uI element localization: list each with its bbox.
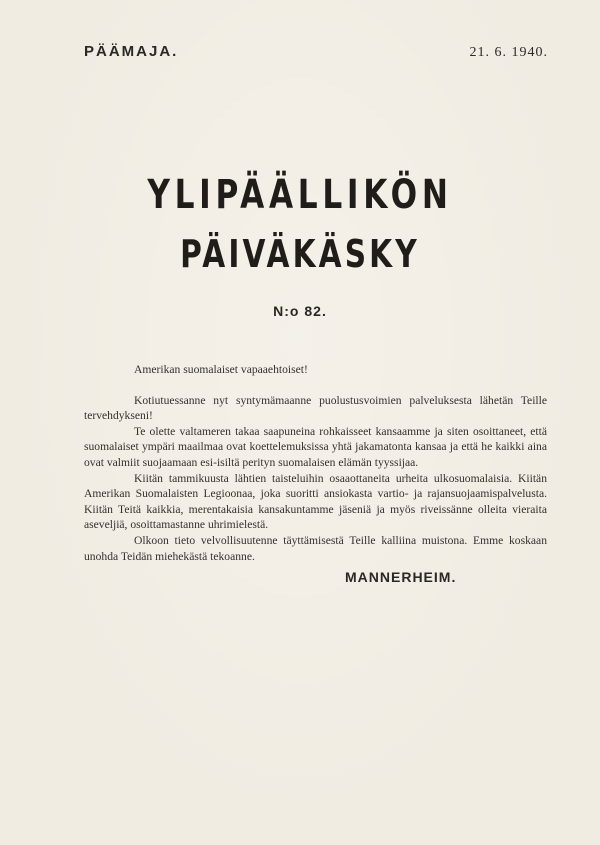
salutation: Amerikan suomalaiset vapaaehtoiset! xyxy=(134,363,308,376)
body-text xyxy=(84,362,547,564)
paragraph-1: Kotiutuessanne nyt syntymämaanne puolustusvoimien palveluksesta lähetän Teille tervehdykseni! xyxy=(84,393,547,423)
order-number: N:o 82. xyxy=(273,303,327,319)
title-line-2: PÄIVÄKÄSKY xyxy=(180,232,420,276)
paragraph-3: Kiitän tammikuusta lähtien taisteluihin osaaottaneita urheita ulkosuomalaisia. Kiitän Amerikan Suomalaisten Legioonaa, joka suoritti ansiokasta vartio- ja rajansuojaamispalvelusta. Kiitän Teitä kaikkia, merentakaisia kansakuntamme jäseniä ja myös riveissänne olleita vieraita aseveljiä, osoittamastanne uhrimielestä. xyxy=(84,471,547,532)
title-line-1: YLIPÄÄLLIKÖN xyxy=(147,172,453,218)
paragraph-4: Olkoon tieto velvollisuutenne täyttämisestä Teille kalliina muistona. Emme koskaan unohda Teidän miehekästä tekoanne. xyxy=(84,533,547,563)
header-date: 21. 6. 1940. xyxy=(469,45,548,60)
paragraph-2: Te olette valtameren takaa saapuneina rohkaisseet kansaamme ja siten osoittaneet, että suomalaiset ympäri maailmaa ovat koettelemuksissa yhtä jakamatonta kansaa ja että he kaikki aina ovat valmiit suojaamaan esi-isiltä perityn suomalaisen elämän tyyssijaa. xyxy=(84,424,547,469)
header-location: PÄÄMAJA. xyxy=(84,43,179,60)
signature: MANNERHEIM. xyxy=(345,569,457,585)
